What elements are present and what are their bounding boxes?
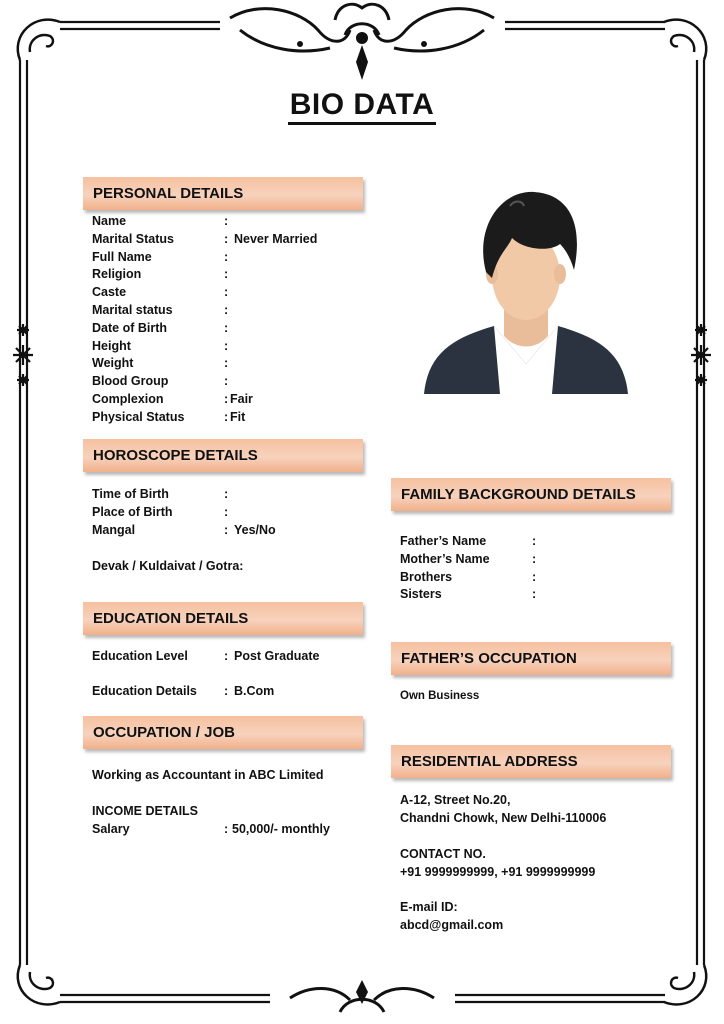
family-background-header: FAMILY BACKGROUND DETAILS: [391, 478, 671, 511]
contact-value: +91 9999999999, +91 9999999999: [400, 865, 596, 879]
horoscope-details-header: HOROSCOPE DETAILS: [83, 439, 363, 472]
field-colon: :: [224, 487, 229, 501]
field-label: Name: [92, 214, 127, 228]
field-colon: :: [224, 285, 229, 300]
address-line-2: Chandni Chowk, New Delhi-110006: [400, 811, 607, 825]
field-label: Religion: [92, 267, 142, 282]
field-colon: :: [224, 249, 229, 264]
address-line-1: A-12, Street No.20,: [400, 793, 511, 807]
field-colon: :: [224, 504, 229, 519]
field-value: B.Com: [234, 684, 275, 698]
field-label: Time of Birth: [92, 487, 169, 501]
fathers-occupation-header: FATHER’S OCCUPATION: [391, 642, 671, 675]
occupation-header: OCCUPATION / JOB: [83, 716, 363, 749]
field-colon: :: [224, 320, 229, 335]
personal-details-header: PERSONAL DETAILS: [83, 177, 363, 210]
person-avatar-icon: [424, 186, 628, 396]
field-colon: :: [224, 822, 229, 836]
field-colon: :: [224, 684, 229, 698]
residential-address-header: RESIDENTIAL ADDRESS: [391, 745, 671, 778]
field-colon: :: [224, 522, 229, 537]
field-value: Post Graduate: [234, 649, 320, 663]
field-label: Full Name: [92, 249, 152, 264]
field-label: Weight: [92, 356, 134, 371]
field-label: Father’s Name: [400, 534, 487, 548]
field-colon: :: [224, 303, 229, 317]
field-label: Physical Status: [92, 409, 185, 424]
field-colon: :: [224, 267, 229, 282]
page-title: BIO DATA: [0, 88, 724, 122]
field-colon: :: [224, 392, 229, 406]
field-colon: :: [532, 534, 537, 548]
income-details-heading: INCOME DETAILS: [92, 804, 199, 818]
field-label: Blood Group: [92, 374, 169, 389]
gotra-label: Devak / Kuldaivat / Gotra:: [92, 559, 244, 573]
field-colon: :: [224, 356, 229, 371]
field-label: Complexion: [92, 392, 164, 406]
email-heading: E-mail ID:: [400, 900, 458, 914]
field-label: Salary: [92, 822, 130, 836]
email-value: abcd@gmail.com: [400, 918, 504, 932]
field-label: Place of Birth: [92, 504, 173, 519]
field-label: Marital Status: [92, 231, 174, 246]
field-label: Education Level: [92, 649, 188, 663]
field-colon: :: [532, 569, 537, 584]
field-colon: :: [224, 649, 229, 663]
field-value: Yes/No: [234, 522, 276, 537]
field-label: Mother’s Name: [400, 551, 490, 566]
education-details-header: EDUCATION DETAILS: [83, 602, 363, 635]
field-label: Caste: [92, 285, 127, 300]
fathers-occupation-value: Own Business: [400, 690, 480, 702]
field-colon: :: [224, 214, 229, 228]
field-colon: :: [224, 374, 229, 389]
contact-heading: CONTACT NO.: [400, 847, 486, 861]
field-value: Never Married: [234, 231, 318, 246]
field-label: Height: [92, 338, 131, 353]
field-label: Date of Birth: [92, 320, 167, 335]
field-colon: :: [224, 409, 229, 424]
field-label: Brothers: [400, 569, 453, 584]
field-colon: :: [224, 231, 229, 246]
field-value: Fair: [230, 392, 253, 406]
field-label: Education Details: [92, 684, 197, 698]
field-value: 50,000/- monthly: [232, 822, 330, 836]
field-colon: :: [532, 551, 537, 566]
field-colon: :: [224, 338, 229, 353]
field-label: Marital status: [92, 303, 173, 317]
field-label: Mangal: [92, 522, 136, 537]
field-colon: :: [532, 587, 537, 602]
occupation-description: Working as Accountant in ABC Limited: [92, 768, 324, 782]
field-label: Sisters: [400, 587, 442, 602]
field-value: Fit: [230, 409, 246, 424]
